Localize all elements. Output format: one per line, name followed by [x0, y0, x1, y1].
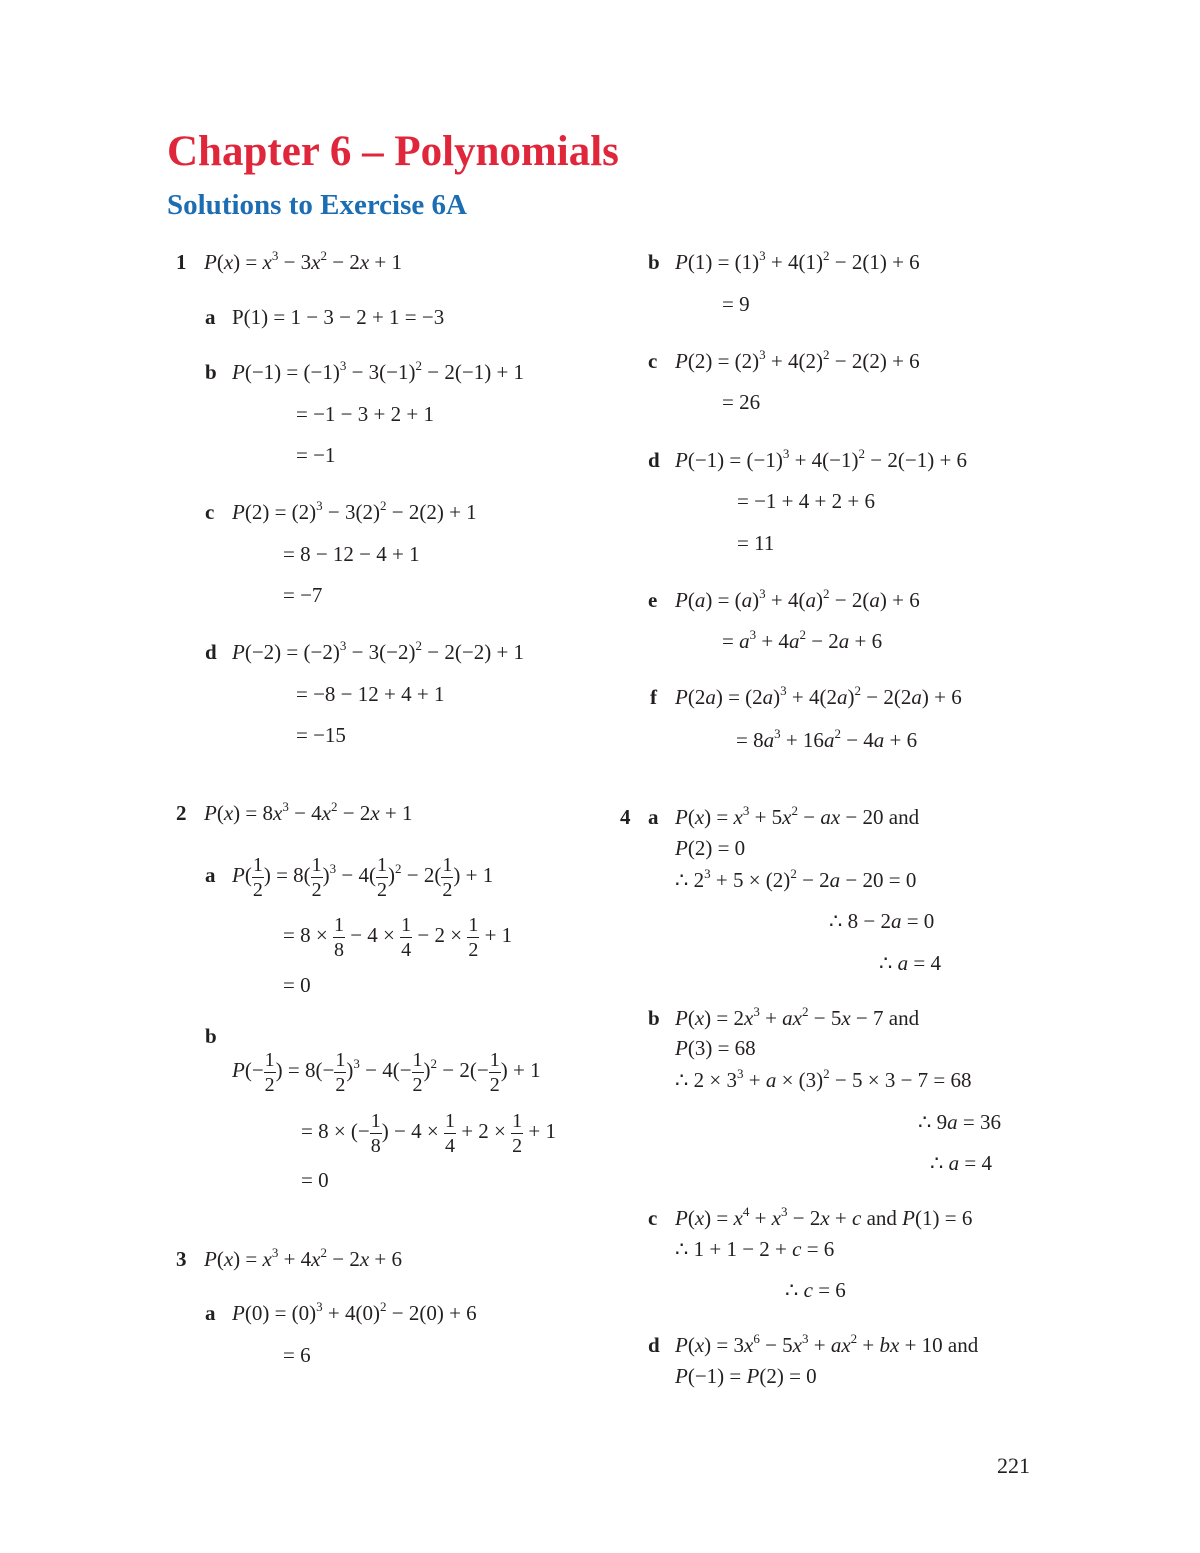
solution-line: P(− $\frac{1}{2}$ ) = 8(− $\frac{1}{2}$ )$^3$ − 4(− $\frac{1}{2}$ )$^2$ − 2(− $\frac{1}{2}$ ) + 1 [232, 1048, 541, 1096]
part-label: d [205, 640, 217, 664]
solution-line: = −7 [283, 583, 323, 607]
question-stem: $P(x) = x^3 - 3x^2 - 2x + 1$ [204, 248, 403, 274]
exercise-subtitle: Solutions to Exercise 6A [167, 189, 467, 221]
part-label: a [205, 305, 216, 329]
chapter-title: Chapter 6 – Polynomials [167, 128, 619, 175]
solution-line: $P(2) = (2)^3 + 4(2)^2 - 2(2) + 6$ [675, 347, 920, 373]
solution-line: ∴ a = 4 [930, 1151, 992, 1175]
solution-line: $P(1) = (1)^3 + 4(1)^2 - 2(1) + 6$ [675, 248, 920, 274]
solution-line: $P(2a) = (2a)^3 + 4(2a)^2 - 2(2a) + 6$ [675, 683, 962, 709]
solution-line: ∴ 8 − 2a = 0 [829, 909, 935, 933]
solution-line: ∴ 1 + 1 − 2 + c = 6 [675, 1237, 835, 1261]
part-label: d [648, 448, 660, 472]
part-label: a [648, 805, 659, 829]
solution-line: = 9 [722, 292, 750, 316]
solution-line: = 8 − 12 − 4 + 1 [283, 542, 420, 566]
part-label: f [650, 685, 657, 709]
solution-line: = −1 [296, 443, 336, 467]
solution-line: $P(-1) = (-1)^3 + 4(-1)^2 - 2(-1) + 6$ [675, 446, 968, 472]
question-number: 1 [176, 250, 187, 274]
part-label: a [205, 863, 216, 887]
part-label: d [648, 1333, 660, 1357]
solution-line: $P(x) = x^4 + x^3 - 2x + c$ and P(1) = 6 [675, 1204, 973, 1230]
part-label: b [205, 360, 217, 384]
solution-line: = 8 × (− $\frac{1}{8}$ ) − 4 × $\frac{1}{4}$ + 2 × $\frac{1}{2}$ + 1 [301, 1109, 556, 1157]
solution-line: ∴ $2^3 + 5 \times (2)^2 - 2a - 20 = 0$ [675, 866, 917, 892]
page-number: 221 [997, 1453, 1030, 1478]
part-label: c [648, 1206, 658, 1230]
solution-line: = −15 [296, 723, 346, 747]
solution-line: $P(-2) = (-2)^3 - 3(-2)^2 - 2(-2) + 1$ [232, 638, 525, 664]
part-label: a [205, 1301, 216, 1325]
part-label: c [648, 349, 658, 373]
solution-line: P(2) = 0 [675, 836, 746, 860]
solution-line: ∴ 9a = 36 [918, 1110, 1001, 1134]
question-number: 2 [176, 801, 187, 825]
solution-line: $P(-1) = (-1)^3 - 3(-1)^2 - 2(-1) + 1$ [232, 358, 525, 384]
solution-line: = 8 × $\frac{1}{8}$ − 4 × $\frac{1}{4}$ − 2 × $\frac{1}{2}$ + 1 [283, 913, 513, 961]
part-label: b [205, 1024, 217, 1048]
solution-line: $P(2) = (2)^3 - 3(2)^2 - 2(2) + 1$ [232, 498, 477, 524]
solution-line: P(−1) = P(2) = 0 [675, 1364, 817, 1388]
question-stem: $P(x) = 8x^3 - 4x^2 - 2x + 1$ [204, 799, 413, 825]
question-number: 3 [176, 1247, 187, 1271]
solution-line: $P(0) = (0)^3 + 4(0)^2 - 2(0) + 6$ [232, 1299, 477, 1325]
solution-line: P(3) = 68 [675, 1036, 756, 1060]
solution-line: $P(x) = x^3 + 5x^2$ − ax − 20 and [675, 803, 920, 829]
solution-line: = 6 [283, 1343, 311, 1367]
solution-line: ∴ c = 6 [785, 1278, 846, 1302]
solution-line: $P(a) = (a)^3 + 4(a)^2 - 2(a) + 6$ [675, 586, 920, 612]
part-label: b [648, 1006, 660, 1030]
solution-line: P( $\frac{1}{2}$ ) = 8( $\frac{1}{2}$ )$^3$ − 4( $\frac{1}{2}$ )$^2$ − 2( $\frac{1}{2}$ ) + 1 [232, 853, 494, 901]
part-label: b [648, 250, 660, 274]
solution-line: = 0 [301, 1168, 329, 1192]
part-label: c [205, 500, 215, 524]
solution-line: = −1 + 4 + 2 + 6 [737, 489, 875, 513]
solution-line: = 0 [283, 973, 311, 997]
solution-line: = −1 − 3 + 2 + 1 [296, 402, 434, 426]
question-number: 4 [620, 805, 631, 829]
solution-line: = −8 − 12 + 4 + 1 [296, 682, 445, 706]
solution-line: = 11 [737, 531, 775, 555]
solution-line: = $a^3 + 4a^2 - 2a + 6$ [722, 627, 883, 653]
solution-line: P(1) = 1 − 3 − 2 + 1 = −3 [232, 305, 445, 329]
solution-line: = $8a^3 + 16a^2 - 4a + 6$ [736, 726, 918, 752]
solution-line: ∴ $2 \times 3^3 + a \times (3)^2 - 5 \times 3 - 7 = 68$ [675, 1066, 972, 1092]
part-label: e [648, 588, 658, 612]
solution-line: ∴ a = 4 [879, 951, 941, 975]
solution-line: $P(x) = 2x^3 + ax^2 - 5x - 7$ and [675, 1004, 920, 1030]
solution-line: $P(x) = 3x^6 - 5x^3 + ax^2$ + bx + 10 and [675, 1331, 979, 1357]
solution-line: = 26 [722, 390, 761, 414]
question-stem: $P(x) = x^3 + 4x^2 - 2x + 6$ [204, 1245, 403, 1271]
